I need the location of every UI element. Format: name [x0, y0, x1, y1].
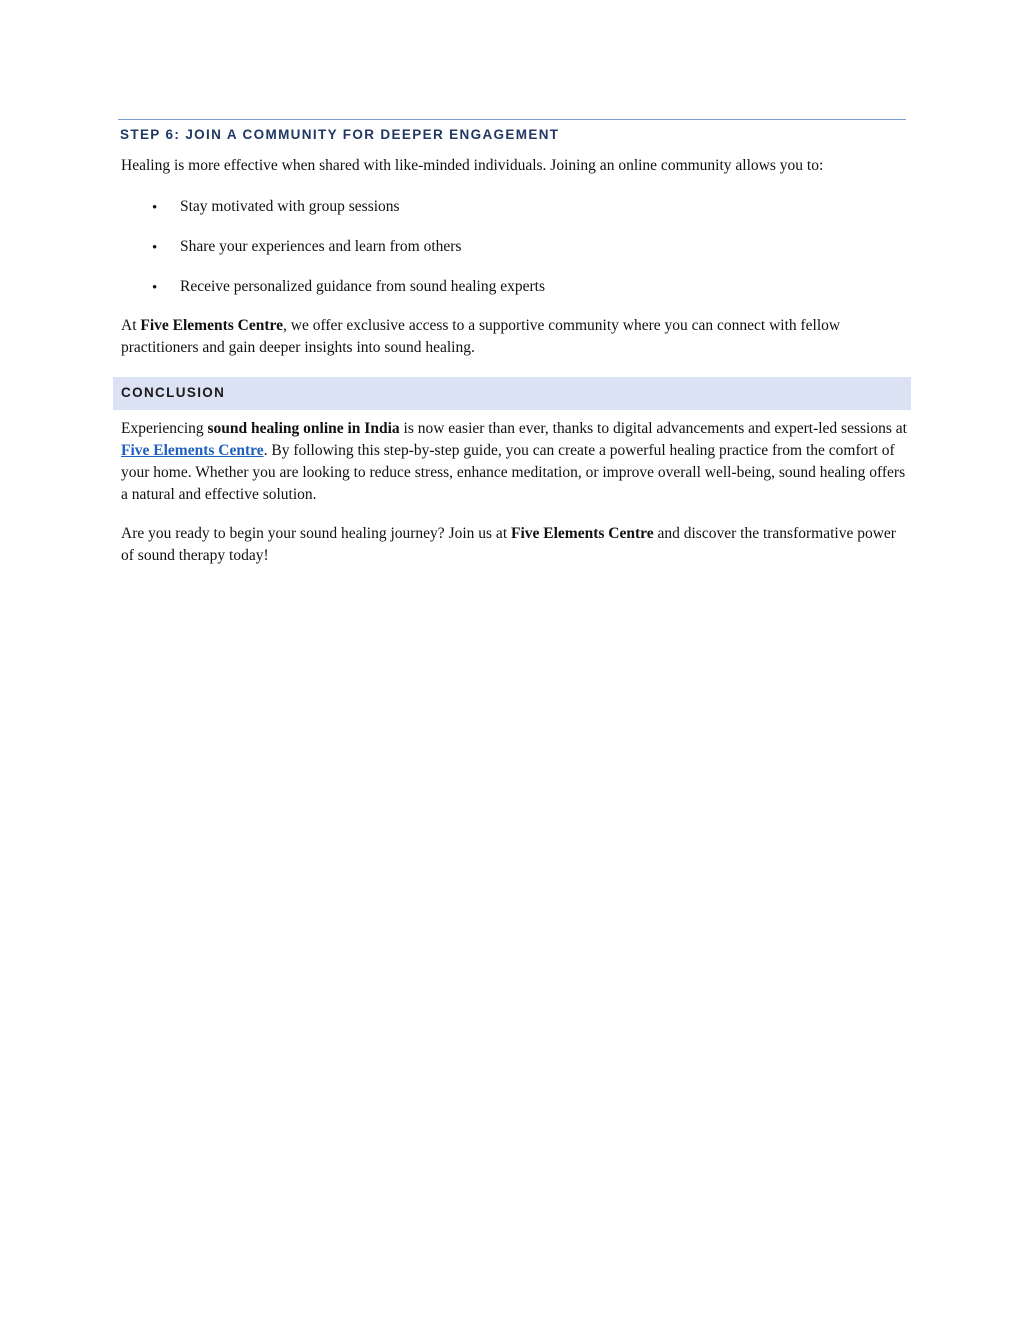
bullet-icon: •: [152, 280, 158, 296]
list-item: [121, 276, 901, 316]
step6-section-header: [118, 119, 906, 143]
brand-name: Five Elements Centre: [511, 525, 654, 542]
keyword-sound-healing: sound healing online in India: [207, 420, 400, 437]
bullet-icon: •: [152, 240, 158, 256]
conclusion-paragraph: [121, 418, 907, 506]
conclusion-heading: CONCLUSION: [121, 385, 226, 400]
bullet-icon: •: [152, 200, 158, 216]
list-item-text: Share your experiences and learn from others: [180, 238, 462, 255]
community-suffix: , we offer exclusive access to a supportive community where you can connect with fellow practitioners and gain deeper insights into sound healing.: [121, 317, 841, 356]
community-paragraph: [121, 315, 907, 359]
community-benefits-list: [121, 196, 901, 316]
step6-heading: STEP 6: JOIN A COMMUNITY FOR DEEPER ENGAGEMENT: [120, 127, 560, 142]
list-item: [121, 236, 901, 276]
step6-intro-paragraph: Healing is more effective when shared with like-minded individuals. Joining an online community allows you to:: [121, 157, 824, 174]
closing-paragraph: [121, 523, 907, 567]
list-item-text: Stay motivated with group sessions: [180, 198, 400, 215]
list-item: [121, 196, 901, 236]
conclusion-prefix: Experiencing: [121, 420, 208, 437]
conclusion-section-header: [113, 377, 911, 410]
community-prefix: At: [121, 317, 141, 334]
conclusion-mid: is now easier than ever, thanks to digital advancements and expert-led sessions at: [399, 420, 907, 437]
five-elements-centre-link[interactable]: Five Elements Centre: [121, 442, 264, 459]
conclusion-suffix: . By following this step-by-step guide, you can create a powerful healing practice from the comfort of your home. Whether you are looking to reduce stress, enhance meditation, or improve overall well-being, sound healing offers a natural and effective solution.: [121, 442, 906, 503]
brand-name: Five Elements Centre: [140, 317, 283, 334]
closing-suffix: and discover the transformative power of sound therapy today!: [121, 525, 896, 564]
list-item-text: Receive personalized guidance from sound healing experts: [180, 278, 545, 295]
closing-prefix: Are you ready to begin your sound healing journey? Join us at: [121, 525, 511, 542]
